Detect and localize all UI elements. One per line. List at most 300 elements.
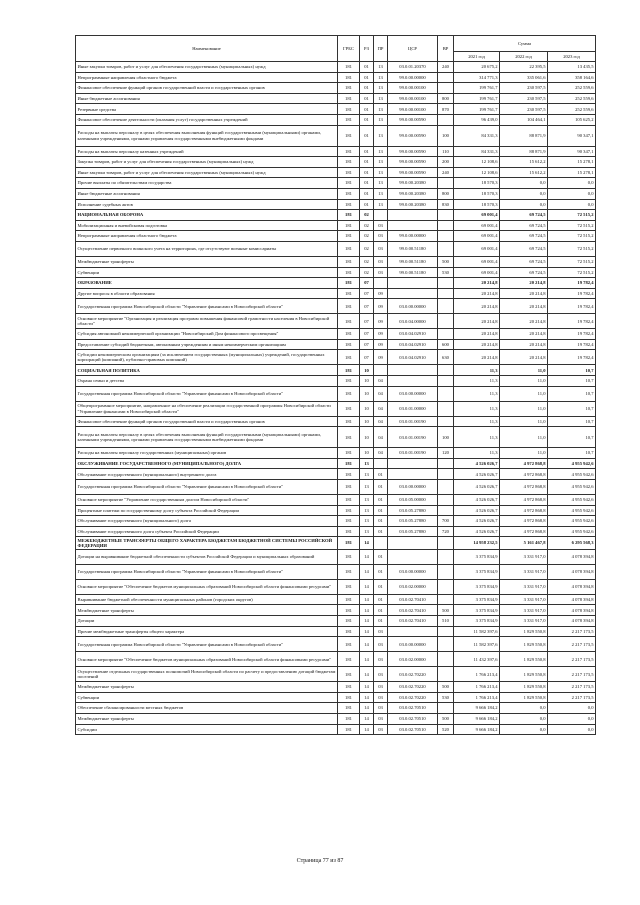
row-sum-2023: 4 955 942,6 — [548, 480, 596, 495]
table-row — [76, 480, 596, 495]
row-sum-2021: 11 582 397,6 — [454, 626, 500, 637]
row-vr — [438, 241, 454, 256]
row-sum-2023: 19 782,4 — [548, 288, 596, 299]
row-vr — [438, 703, 454, 714]
row-vr — [438, 231, 454, 242]
row-pr: 13 — [374, 72, 388, 83]
row-name: Расходы на выплаты персоналу казенных учреждений — [76, 146, 338, 157]
row-sum-2021: 4 526 026,7 — [454, 469, 500, 480]
row-sum-2022: 11,0 — [500, 427, 548, 448]
row-csr — [388, 537, 438, 549]
row-sum-2023: 10,7 — [548, 448, 596, 459]
row-vr — [438, 579, 454, 594]
row-csr: 03.0.02.70410 — [388, 605, 438, 616]
row-sum-2021: 20 214,8 — [454, 329, 500, 340]
row-sum-2021: 1 766 213,4 — [454, 682, 500, 693]
row-sum-2022: 3 331 917,0 — [500, 564, 548, 579]
table-body — [76, 62, 596, 735]
row-grbs: 181 — [338, 299, 360, 314]
table-row — [76, 469, 596, 480]
row-sum-2023: 252 559,6 — [548, 104, 596, 115]
row-sum-2021: 12 108,6 — [454, 157, 500, 168]
row-pr: 13 — [374, 104, 388, 115]
row-csr: 03.0.04.02910 — [388, 329, 438, 340]
row-name: Основное мероприятие "Организация и реализация программ повышения финансовой грамотности населения в Новосибирской области" — [76, 314, 338, 329]
row-sum-2022: 0,0 — [500, 178, 548, 189]
row-sum-2021: 314 771,3 — [454, 72, 500, 83]
row-rz: 01 — [360, 93, 374, 104]
row-vr — [438, 537, 454, 549]
row-vr: 500 — [438, 605, 454, 616]
table-row — [76, 495, 596, 506]
table-row — [76, 615, 596, 626]
row-rz: 01 — [360, 62, 374, 73]
row-sum-2023: 15 278,1 — [548, 167, 596, 178]
row-sum-2021: 20 214,8 — [454, 299, 500, 314]
row-csr: 99.0.00.00100 — [388, 83, 438, 94]
table-row — [76, 256, 596, 267]
row-csr: 03.0.02.70510 — [388, 703, 438, 714]
row-sum-2023: 72 515,2 — [548, 231, 596, 242]
row-grbs: 181 — [338, 256, 360, 267]
row-sum-2022: 3 331 917,0 — [500, 549, 548, 564]
row-sum-2023: 358 164,6 — [548, 72, 596, 83]
row-sum-2022: 0,0 — [500, 199, 548, 210]
row-name: Субсидия автономной некоммерческой организации "Новосибирский Дом финансового просвещения" — [76, 329, 338, 340]
row-grbs: 181 — [338, 146, 360, 157]
row-vr — [438, 401, 454, 416]
row-pr: 01 — [374, 579, 388, 594]
row-grbs: 181 — [338, 682, 360, 693]
row-sum-2023: 19 782,4 — [548, 299, 596, 314]
row-vr: 530 — [438, 692, 454, 703]
row-sum-2022: 22 395,5 — [500, 62, 548, 73]
row-sum-2022: 1 829 550,8 — [500, 667, 548, 682]
row-vr: 240 — [438, 62, 454, 73]
header-name: Наименование — [76, 36, 338, 62]
row-sum-2021: 3 375 834,9 — [454, 564, 500, 579]
table-row — [76, 199, 596, 210]
row-csr — [388, 210, 438, 221]
row-rz: 01 — [360, 72, 374, 83]
row-pr: 03 — [374, 682, 388, 693]
row-sum-2022: 335 061,6 — [500, 72, 548, 83]
row-sum-2022: 3 331 917,0 — [500, 579, 548, 594]
row-grbs: 181 — [338, 267, 360, 278]
row-vr — [438, 365, 454, 376]
row-sum-2021: 3 375 834,9 — [454, 615, 500, 626]
row-vr: 520 — [438, 724, 454, 735]
row-rz: 14 — [360, 615, 374, 626]
row-pr — [374, 210, 388, 221]
row-sum-2022: 230 597,5 — [500, 83, 548, 94]
row-csr: 03.0.02.70510 — [388, 724, 438, 735]
row-name: СОЦИАЛЬНАЯ ПОЛИТИКА — [76, 365, 338, 376]
row-sum-2022: 15 612,2 — [500, 167, 548, 178]
row-name: Обслуживание государственного (муниципального) внутреннего долга — [76, 469, 338, 480]
row-pr: 04 — [374, 376, 388, 387]
row-rz: 13 — [360, 480, 374, 495]
row-sum-2023: 4 955 942,6 — [548, 495, 596, 506]
row-rz: 07 — [360, 329, 374, 340]
row-rz: 14 — [360, 637, 374, 652]
row-sum-2022: 11,0 — [500, 448, 548, 459]
row-name: Прочие межбюджетные трансферты общего характера — [76, 626, 338, 637]
row-sum-2021: 20 214,8 — [454, 314, 500, 329]
row-grbs: 181 — [338, 495, 360, 506]
row-sum-2021: 20 214,8 — [454, 350, 500, 365]
row-grbs: 181 — [338, 416, 360, 427]
row-vr: 800 — [438, 93, 454, 104]
row-sum-2022: 4 972 868,8 — [500, 458, 548, 469]
row-vr: 500 — [438, 682, 454, 693]
row-vr — [438, 458, 454, 469]
row-csr: 03.0.04.02910 — [388, 350, 438, 365]
row-rz: 10 — [360, 416, 374, 427]
row-sum-2023: 252 559,6 — [548, 83, 596, 94]
row-grbs: 181 — [338, 448, 360, 459]
row-rz: 10 — [360, 365, 374, 376]
row-name: НАЦИОНАЛЬНАЯ ОБОРОНА — [76, 210, 338, 221]
row-sum-2022: 11,0 — [500, 416, 548, 427]
row-grbs: 181 — [338, 288, 360, 299]
row-sum-2021: 20 675,2 — [454, 62, 500, 73]
row-sum-2021: 4 526 026,7 — [454, 495, 500, 506]
row-sum-2022: 4 972 868,8 — [500, 480, 548, 495]
row-sum-2022: 20 214,8 — [500, 350, 548, 365]
row-csr: 03.0.00.00000 — [388, 386, 438, 401]
row-sum-2022: 4 972 868,8 — [500, 526, 548, 537]
row-rz: 14 — [360, 703, 374, 714]
row-grbs: 181 — [338, 469, 360, 480]
row-name: Государственная программа Новосибирской области "Управление финансами в Новосибирской области" — [76, 386, 338, 401]
row-grbs: 181 — [338, 605, 360, 616]
row-csr: 03.0.01.00000 — [388, 401, 438, 416]
row-grbs: 181 — [338, 564, 360, 579]
table-row — [76, 267, 596, 278]
row-sum-2023: 6 295 568,3 — [548, 537, 596, 549]
row-pr: 13 — [374, 125, 388, 146]
row-csr: 99.0.00.00590 — [388, 114, 438, 125]
row-sum-2022: 230 597,5 — [500, 104, 548, 115]
row-pr: 03 — [374, 231, 388, 242]
row-csr: 03.0.02.70410 — [388, 615, 438, 626]
row-rz: 14 — [360, 579, 374, 594]
row-name: Обеспечение сбалансированности местных бюджетов — [76, 703, 338, 714]
row-rz: 13 — [360, 505, 374, 516]
row-name: Субвенции — [76, 692, 338, 703]
row-sum-2023: 4 078 394,8 — [548, 564, 596, 579]
row-vr — [438, 495, 454, 506]
row-sum-2021: 69 001,4 — [454, 241, 500, 256]
row-pr: 13 — [374, 188, 388, 199]
row-sum-2023: 90 347,1 — [548, 146, 596, 157]
row-pr — [374, 458, 388, 469]
row-pr: 13 — [374, 199, 388, 210]
row-name: Государственная программа Новосибирской области "Управление финансами в Новосибирской области" — [76, 637, 338, 652]
page-footer: Страница 77 из 87 — [296, 858, 344, 864]
row-grbs: 181 — [338, 376, 360, 387]
row-rz: 07 — [360, 339, 374, 350]
row-sum-2021: 18 570,3 — [454, 178, 500, 189]
row-pr: 01 — [374, 594, 388, 605]
row-pr: 01 — [374, 516, 388, 527]
row-csr: 99.0.00.51180 — [388, 267, 438, 278]
table-row — [76, 157, 596, 168]
row-grbs: 181 — [338, 210, 360, 221]
row-sum-2023: 10,7 — [548, 427, 596, 448]
row-vr: 530 — [438, 267, 454, 278]
row-sum-2023: 2 217 173,5 — [548, 652, 596, 667]
table-row — [76, 594, 596, 605]
row-sum-2023: 10,7 — [548, 401, 596, 416]
row-grbs: 181 — [338, 724, 360, 735]
row-sum-2023: 0,0 — [548, 199, 596, 210]
row-csr — [388, 365, 438, 376]
row-sum-2023: 19 782,4 — [548, 350, 596, 365]
row-sum-2021: 69 001,4 — [454, 210, 500, 221]
row-sum-2021: 3 375 834,9 — [454, 605, 500, 616]
row-name: Исполнение судебных актов — [76, 199, 338, 210]
row-vr: 200 — [438, 157, 454, 168]
row-rz: 13 — [360, 495, 374, 506]
row-csr: 99.0.00.00590 — [388, 125, 438, 146]
row-sum-2022: 20 214,8 — [500, 339, 548, 350]
row-sum-2021: 9 666 184,2 — [454, 713, 500, 724]
row-pr: 09 — [374, 339, 388, 350]
row-sum-2022: 20 214,8 — [500, 278, 548, 289]
row-sum-2023: 4 078 394,8 — [548, 594, 596, 605]
row-sum-2023: 19 782,4 — [548, 329, 596, 340]
row-pr: 04 — [374, 386, 388, 401]
row-sum-2022: 0,0 — [500, 724, 548, 735]
row-vr: 240 — [438, 167, 454, 178]
row-vr: 100 — [438, 427, 454, 448]
row-rz: 02 — [360, 256, 374, 267]
row-name: Резервные средства — [76, 104, 338, 115]
row-grbs: 181 — [338, 549, 360, 564]
row-pr: 03 — [374, 713, 388, 724]
row-sum-2023: 4 078 394,8 — [548, 579, 596, 594]
table-row — [76, 427, 596, 448]
row-sum-2022: 20 214,8 — [500, 299, 548, 314]
row-vr — [438, 178, 454, 189]
row-vr — [438, 299, 454, 314]
row-rz: 14 — [360, 605, 374, 616]
row-vr: 800 — [438, 188, 454, 199]
row-name: Выравнивание бюджетной обеспеченности муниципальных районов (городских округов) — [76, 594, 338, 605]
row-pr: 09 — [374, 299, 388, 314]
row-name: Расходы на выплаты персоналу государственных (муниципальных) органов — [76, 448, 338, 459]
row-grbs: 181 — [338, 480, 360, 495]
row-sum-2023: 19 782,4 — [548, 339, 596, 350]
row-sum-2023: 105 625,2 — [548, 114, 596, 125]
row-sum-2021: 4 526 026,7 — [454, 526, 500, 537]
row-vr: 700 — [438, 516, 454, 527]
row-name: Предоставление субсидий бюджетным, автономным учреждениям и иным некоммерческим организациям — [76, 339, 338, 350]
row-sum-2021: 11,3 — [454, 376, 500, 387]
row-rz: 14 — [360, 667, 374, 682]
row-csr: 03.0.05.27880 — [388, 516, 438, 527]
row-sum-2022: 69 724,5 — [500, 220, 548, 231]
row-vr: 120 — [438, 448, 454, 459]
row-name: МЕЖБЮДЖЕТНЫЕ ТРАНСФЕРТЫ ОБЩЕГО ХАРАКТЕРА БЮДЖЕТАМ БЮДЖЕТНОЙ СИСТЕМЫ РОССИЙСКОЙ ФЕДЕРАЦИИ — [76, 537, 338, 549]
row-name: Основное мероприятие "Обеспечение бюджетов муниципальных образований Новосибирской области финансовыми ресурсами" — [76, 652, 338, 667]
table-row — [76, 386, 596, 401]
row-pr: 09 — [374, 288, 388, 299]
row-sum-2022: 88 871,9 — [500, 125, 548, 146]
row-rz: 01 — [360, 167, 374, 178]
row-vr: 500 — [438, 713, 454, 724]
row-name: Иные закупки товаров, работ и услуг для обеспечения государственных (муниципальных) нужд — [76, 167, 338, 178]
row-name: Субвенции — [76, 267, 338, 278]
row-name: Обслуживание государственного (муниципального) долга — [76, 516, 338, 527]
row-name: Государственная программа Новосибирской области "Управление финансами в Новосибирской области" — [76, 480, 338, 495]
row-sum-2023: 72 515,2 — [548, 220, 596, 231]
table-row — [76, 605, 596, 616]
row-vr: 630 — [438, 350, 454, 365]
row-name: Прочие выплаты по обязательствам государства — [76, 178, 338, 189]
row-grbs: 181 — [338, 365, 360, 376]
row-rz: 01 — [360, 83, 374, 94]
table-row — [76, 667, 596, 682]
row-name: Государственная программа Новосибирской области "Управление финансами в Новосибирской области" — [76, 299, 338, 314]
row-grbs: 181 — [338, 167, 360, 178]
row-vr — [438, 637, 454, 652]
row-vr — [438, 386, 454, 401]
table-row — [76, 288, 596, 299]
row-grbs: 181 — [338, 667, 360, 682]
row-vr: 600 — [438, 339, 454, 350]
row-sum-2023: 72 515,2 — [548, 267, 596, 278]
row-csr: 03.0.00.00000 — [388, 564, 438, 579]
row-pr: 04 — [374, 416, 388, 427]
row-vr — [438, 288, 454, 299]
row-sum-2022: 4 972 868,8 — [500, 516, 548, 527]
header-csr: ЦСР — [388, 36, 438, 62]
row-vr — [438, 564, 454, 579]
table-row — [76, 231, 596, 242]
row-sum-2021: 18 570,3 — [454, 199, 500, 210]
row-sum-2022: 69 724,5 — [500, 267, 548, 278]
row-sum-2021: 3 375 834,9 — [454, 594, 500, 605]
row-csr: 99.0.00.00590 — [388, 167, 438, 178]
table-row — [76, 713, 596, 724]
row-sum-2023: 252 559,6 — [548, 93, 596, 104]
row-pr: 03 — [374, 220, 388, 231]
row-grbs: 181 — [338, 386, 360, 401]
row-rz: 07 — [360, 278, 374, 289]
table-row — [76, 104, 596, 115]
row-grbs: 181 — [338, 104, 360, 115]
row-csr: 99.0.00.00590 — [388, 157, 438, 168]
row-pr: 13 — [374, 93, 388, 104]
row-grbs: 181 — [338, 526, 360, 537]
row-pr: 01 — [374, 615, 388, 626]
row-sum-2023: 0,0 — [548, 713, 596, 724]
row-name: Расходы на выплаты персоналу в целях обеспечения выполнения функций государственными (муниципальными) органами, казенными учреждениями, органами управления государственными внебюджетными фондами — [76, 427, 338, 448]
budget-table — [75, 35, 596, 735]
row-pr: 01 — [374, 480, 388, 495]
row-vr: 830 — [438, 199, 454, 210]
row-csr — [388, 376, 438, 387]
row-csr: 99.0.00.20380 — [388, 178, 438, 189]
row-pr: 01 — [374, 505, 388, 516]
row-sum-2022: 1 829 550,8 — [500, 637, 548, 652]
budget-sheet — [75, 35, 595, 735]
row-vr — [438, 114, 454, 125]
row-sum-2022: 0,0 — [500, 703, 548, 714]
row-name: Иные бюджетные ассигнования — [76, 188, 338, 199]
header-sums: Сумма — [454, 36, 596, 52]
row-vr: 720 — [438, 526, 454, 537]
row-rz: 13 — [360, 458, 374, 469]
row-rz: 10 — [360, 401, 374, 416]
row-csr: 03.0.02.70220 — [388, 682, 438, 693]
row-csr: 99.0.00.51180 — [388, 241, 438, 256]
row-pr — [374, 537, 388, 549]
row-sum-2023: 0,0 — [548, 703, 596, 714]
row-name: Основное мероприятие "Управление государственным долгом Новосибирской области" — [76, 495, 338, 506]
row-sum-2021: 199 761,7 — [454, 93, 500, 104]
row-pr: 03 — [374, 637, 388, 652]
row-sum-2023: 10,7 — [548, 416, 596, 427]
row-name: Осуществление отдельных государственных полномочий Новосибирской области по расчету и предоставлению дотаций бюджетам поселений — [76, 667, 338, 682]
row-grbs: 181 — [338, 505, 360, 516]
row-vr — [438, 314, 454, 329]
header-rz: РЗ — [360, 36, 374, 62]
row-sum-2021: 11 432 397,6 — [454, 652, 500, 667]
row-pr: 01 — [374, 495, 388, 506]
table-row — [76, 220, 596, 231]
row-name: Дотации на выравнивание бюджетной обеспеченности субъектов Российской Федерации и муниципальных образований — [76, 549, 338, 564]
row-sum-2021: 14 958 232,5 — [454, 537, 500, 549]
row-rz: 01 — [360, 188, 374, 199]
row-grbs: 181 — [338, 72, 360, 83]
row-sum-2021: 4 526 026,7 — [454, 505, 500, 516]
row-name: ОБСЛУЖИВАНИЕ ГОСУДАРСТВЕННОГО (МУНИЦИПАЛЬНОГО) ДОЛГА — [76, 458, 338, 469]
row-pr: 03 — [374, 267, 388, 278]
row-csr — [388, 549, 438, 564]
row-sum-2023: 2 217 173,5 — [548, 626, 596, 637]
row-sum-2021: 4 526 026,7 — [454, 516, 500, 527]
header-grbs: ГРБС — [338, 36, 360, 62]
row-sum-2023: 13 435,5 — [548, 62, 596, 73]
row-grbs: 181 — [338, 594, 360, 605]
row-rz: 02 — [360, 267, 374, 278]
row-name: Иные бюджетные ассигнования — [76, 93, 338, 104]
row-rz: 02 — [360, 231, 374, 242]
row-pr: 09 — [374, 314, 388, 329]
row-rz: 01 — [360, 125, 374, 146]
row-csr: 99.0.00.00100 — [388, 104, 438, 115]
row-name: ОБРАЗОВАНИЕ — [76, 278, 338, 289]
row-pr: 13 — [374, 178, 388, 189]
table-row — [76, 188, 596, 199]
row-sum-2022: 69 724,5 — [500, 210, 548, 221]
row-grbs: 181 — [338, 401, 360, 416]
table-row — [76, 537, 596, 549]
table-row — [76, 278, 596, 289]
row-rz: 13 — [360, 526, 374, 537]
row-rz: 01 — [360, 199, 374, 210]
row-sum-2022: 1 829 550,8 — [500, 682, 548, 693]
row-sum-2022: 3 331 917,0 — [500, 594, 548, 605]
row-sum-2023: 4 078 394,8 — [548, 605, 596, 616]
table-row — [76, 241, 596, 256]
row-csr: 99.0.00.20380 — [388, 199, 438, 210]
row-pr: 03 — [374, 692, 388, 703]
